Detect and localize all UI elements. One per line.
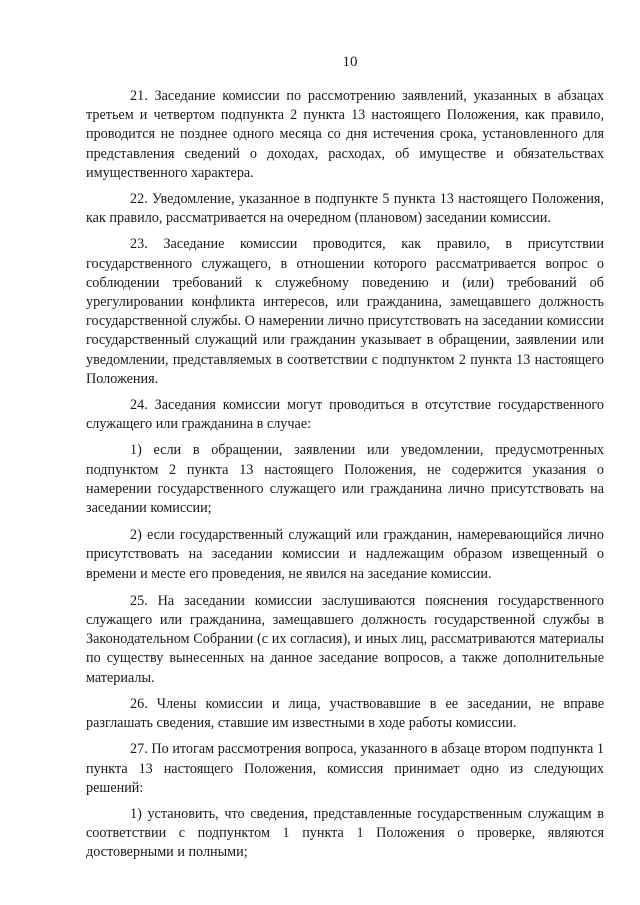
paragraph-26: 26. Члены комиссии и лица, участвовавшие в ее заседании, не вправе разглашать сведения, ставшие им известными в ходе работы комиссии. [86,695,604,732]
paragraph-24: 24. Заседания комиссии могут проводиться в отсутствие государственного служащего или гражданина в случае: [86,397,604,433]
paragraph-27: 27. По итогам рассмотрения вопроса, указанного в абзаце втором подпункта 1 пункта 13 настоящего Положения, комиссия принимает одно из следующих решений: [86,741,604,796]
paragraph-24-item-2: 2) если государственный служащий или гражданин, намеревающийся лично присутствовать на заседании комиссии и надлежащим образом извещенный о времени и месте его проведения, не явился на заседание комиссии. [86,527,604,582]
paragraph-25: 25. На заседании комиссии заслушиваются пояснения государственного служащего или гражданина, замещавшего должность государственной службы в Законодательном Собрании (с их согласия), и иных лиц, рассматриваются материалы по существу вынесенных на данное заседание вопросов, а также дополнительные материалы. [86,592,604,686]
paragraph-24-item-1: 1) если в обращении, заявлении или уведомлении, предусмотренных подпунктом 2 пункта 13 настоящего Положения, не содержится указания о намерении государственного служащего или гражданина лично присутствовать на заседании комиссии; [86,442,604,517]
paragraph-27-item-1: 1) установить, что сведения, представленные государственным служащим в соответствии с подпунктом 1 пункта 1 Положения о проверке, являются достоверными и полными; [86,805,604,861]
paragraph-23: 23. Заседание комиссии проводится, как правило, в присутствии государственного служащего, в отношении которого рассматривается вопрос о соблюдении требований к служебному поведению и (или) требований об урегулировании конфликта интересов, или гражданина, замещавшего должность государственной службы. О намерении лично присутствовать на заседании комиссии государственный служащий или гражданин указывает в обращении, заявлении или уведомлении, представляемых в соответствии с подпунктом 2 пункта 13 настоящего Положения. [86,236,604,387]
paragraph-21: 21. Заседание комиссии по рассмотрению заявлений, указанных в абзацах третьем и четвертом подпункта 2 пункта 13 настоящего Положения, как правило, проводится не позднее одного месяца со дня истечения срока, установленного для представления сведений о доходах, расходах, об имуществе и обязательствах имущественного характера. [86,88,604,181]
paragraph-22: 22. Уведомление, указанное в подпункте 5 пункта 13 настоящего Положения, как правило, рассматривается на очередном (плановом) заседании комиссии. [86,191,604,227]
page-number: 10 [342,54,358,70]
